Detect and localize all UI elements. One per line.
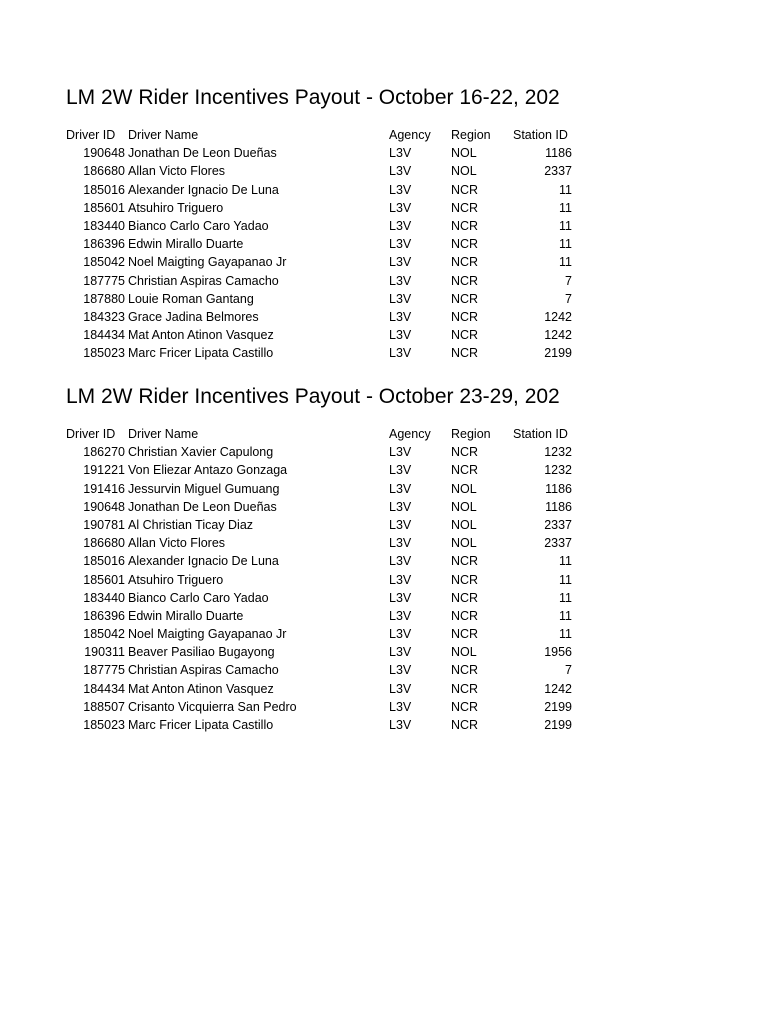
header-agency: Agency	[389, 427, 431, 441]
agency-cell: L3V	[389, 481, 412, 496]
region-cell: NCR	[451, 590, 479, 605]
region-cell: NCR	[451, 273, 479, 288]
header-driver-id: Driver ID	[66, 128, 116, 142]
agency-cell: L3V	[389, 572, 412, 587]
region-cell: NCR	[451, 554, 479, 569]
table-row	[66, 516, 575, 534]
table-row	[66, 680, 575, 698]
driver-id-cell: 190648	[83, 499, 125, 514]
agency-cell: L3V	[389, 627, 412, 642]
table-row	[66, 308, 575, 326]
station-id-cell: 2337	[544, 536, 572, 551]
station-id-cell: 11	[559, 182, 572, 197]
driver-id-cell: 187775	[83, 273, 125, 288]
driver-name-cell: Beaver Pasiliao Bugayong	[128, 645, 275, 660]
agency-cell: L3V	[389, 200, 412, 215]
driver-name-cell: Noel Maigting Gayapanao Jr	[128, 627, 287, 642]
driver-id-cell: 184323	[83, 309, 125, 324]
driver-name-cell: Bianco Carlo Caro Yadao	[128, 218, 269, 233]
station-id-cell: 2199	[544, 346, 572, 361]
station-id-cell: 1186	[545, 481, 572, 496]
station-id-cell: 11	[559, 572, 572, 587]
table-header-row	[66, 126, 575, 144]
payout-section	[66, 383, 575, 734]
agency-cell: L3V	[389, 237, 412, 252]
region-cell: NOL	[451, 517, 477, 532]
station-id-cell: 2337	[544, 164, 572, 179]
driver-id-cell: 184434	[83, 681, 125, 696]
driver-name-cell: Christian Xavier Capulong	[128, 445, 274, 460]
agency-cell: L3V	[389, 645, 412, 660]
section-title: LM 2W Rider Incentives Payout - October 16-22, 202	[66, 86, 560, 109]
agency-cell: L3V	[389, 146, 412, 161]
station-id-cell: 7	[565, 291, 572, 306]
driver-id-cell: 186680	[83, 164, 125, 179]
region-cell: NCR	[451, 309, 479, 324]
table-row	[66, 480, 575, 498]
driver-id-cell: 187880	[83, 291, 125, 306]
station-id-cell: 1242	[544, 681, 572, 696]
region-cell: NCR	[451, 346, 479, 361]
table-row	[66, 534, 575, 552]
station-id-cell: 1232	[544, 463, 572, 478]
table-row	[66, 716, 575, 734]
header-driver-id: Driver ID	[66, 427, 116, 441]
station-id-cell: 7	[565, 273, 572, 288]
header-station-id: Station ID	[513, 427, 568, 441]
station-id-cell: 1186	[545, 499, 572, 514]
region-cell: NCR	[451, 328, 479, 343]
table-row	[66, 607, 575, 625]
driver-name-cell: Christian Aspiras Camacho	[128, 663, 279, 678]
agency-cell: L3V	[389, 291, 412, 306]
station-id-cell: 11	[559, 627, 572, 642]
agency-cell: L3V	[389, 663, 412, 678]
table-row	[66, 162, 575, 180]
driver-id-cell: 190781	[83, 517, 125, 532]
driver-id-cell: 188507	[83, 699, 125, 714]
agency-cell: L3V	[389, 499, 412, 514]
header-driver-name: Driver Name	[128, 128, 199, 142]
table-row	[66, 217, 575, 235]
table-row	[66, 326, 575, 344]
region-cell: NOL	[451, 481, 477, 496]
table-row	[66, 552, 575, 570]
agency-cell: L3V	[389, 517, 412, 532]
table-row	[66, 461, 575, 479]
table-row	[66, 272, 575, 290]
region-cell: NCR	[451, 627, 479, 642]
agency-cell: L3V	[389, 718, 412, 732]
driver-id-cell: 191416	[83, 481, 125, 496]
driver-id-cell: 186680	[83, 536, 125, 551]
agency-cell: L3V	[389, 346, 412, 361]
station-id-cell: 11	[559, 218, 572, 233]
header-region: Region	[451, 128, 491, 142]
driver-name-cell: Mat Anton Atinon Vasquez	[128, 328, 274, 343]
table-row	[66, 253, 575, 271]
agency-cell: L3V	[389, 536, 412, 551]
driver-name-cell: Edwin Mirallo Duarte	[128, 608, 244, 623]
driver-id-cell: 187775	[83, 663, 125, 678]
driver-name-cell: Noel Maigting Gayapanao Jr	[128, 255, 287, 270]
driver-id-cell: 183440	[83, 590, 125, 605]
region-cell: NCR	[451, 718, 479, 732]
region-cell: NCR	[451, 681, 479, 696]
table-row	[66, 498, 575, 516]
driver-name-cell: Crisanto Vicquierra San Pedro	[128, 699, 297, 714]
region-cell: NOL	[451, 164, 477, 179]
region-cell: NOL	[451, 536, 477, 551]
region-cell: NCR	[451, 237, 479, 252]
driver-id-cell: 185601	[83, 200, 125, 215]
payout-section	[66, 84, 575, 362]
driver-id-cell: 185016	[83, 182, 125, 197]
driver-id-cell: 185023	[83, 346, 125, 361]
header-driver-name: Driver Name	[128, 427, 199, 441]
table-row	[66, 698, 575, 716]
station-id-cell: 1242	[544, 328, 572, 343]
driver-name-cell: Al Christian Ticay Diaz	[128, 517, 254, 532]
agency-cell: L3V	[389, 164, 412, 179]
station-id-cell: 11	[559, 590, 572, 605]
driver-id-cell: 184434	[83, 328, 125, 343]
table-row	[66, 643, 575, 661]
driver-name-cell: Jonathan De Leon Dueñas	[128, 146, 277, 161]
station-id-cell: 11	[559, 200, 572, 215]
station-id-cell: 1956	[544, 645, 572, 660]
driver-name-cell: Jessurvin Miguel Gumuang	[128, 481, 280, 496]
header-agency: Agency	[389, 128, 431, 142]
region-cell: NCR	[451, 699, 479, 714]
driver-name-cell: Atsuhiro Triguero	[128, 572, 224, 587]
driver-name-cell: Grace Jadina Belmores	[128, 309, 259, 324]
driver-id-cell: 185042	[83, 627, 125, 642]
agency-cell: L3V	[389, 255, 412, 270]
region-cell: NCR	[451, 608, 479, 623]
driver-id-cell: 185042	[83, 255, 125, 270]
agency-cell: L3V	[389, 445, 412, 460]
agency-cell: L3V	[389, 218, 412, 233]
driver-name-cell: Alexander Ignacio De Luna	[128, 554, 279, 569]
driver-name-cell: Bianco Carlo Caro Yadao	[128, 590, 269, 605]
agency-cell: L3V	[389, 328, 412, 343]
table-row	[66, 144, 575, 162]
driver-id-cell: 190311	[84, 645, 125, 660]
agency-cell: L3V	[389, 182, 412, 197]
station-id-cell: 2199	[544, 718, 572, 732]
region-cell: NCR	[451, 255, 479, 270]
region-cell: NOL	[451, 146, 477, 161]
agency-cell: L3V	[389, 699, 412, 714]
station-id-cell: 2199	[544, 699, 572, 714]
table-header-row	[66, 425, 575, 443]
driver-name-cell: Von Eliezar Antazo Gonzaga	[128, 463, 288, 478]
station-id-cell: 11	[559, 608, 572, 623]
agency-cell: L3V	[389, 590, 412, 605]
driver-name-cell: Christian Aspiras Camacho	[128, 273, 279, 288]
driver-id-cell: 185023	[83, 718, 125, 732]
station-id-cell: 1186	[545, 146, 572, 161]
region-cell: NCR	[451, 572, 479, 587]
region-cell: NOL	[451, 645, 477, 660]
agency-cell: L3V	[389, 681, 412, 696]
table-body	[66, 443, 575, 734]
agency-cell: L3V	[389, 273, 412, 288]
driver-name-cell: Allan Victo Flores	[128, 164, 226, 179]
agency-cell: L3V	[389, 309, 412, 324]
table-row	[66, 589, 575, 607]
region-cell: NCR	[451, 291, 479, 306]
driver-id-cell: 186396	[83, 608, 125, 623]
driver-name-cell: Louie Roman Gantang	[128, 291, 254, 306]
driver-id-cell: 186396	[83, 237, 125, 252]
driver-name-cell: Edwin Mirallo Duarte	[128, 237, 244, 252]
table-row	[66, 344, 575, 362]
driver-name-cell: Marc Fricer Lipata Castillo	[128, 718, 274, 732]
driver-id-cell: 183440	[83, 218, 125, 233]
station-id-cell: 11	[559, 554, 572, 569]
station-id-cell: 1232	[544, 445, 572, 460]
table-row	[66, 571, 575, 589]
header-region: Region	[451, 427, 491, 441]
region-cell: NCR	[451, 463, 479, 478]
driver-id-cell: 190648	[83, 146, 125, 161]
station-id-cell: 2337	[544, 517, 572, 532]
agency-cell: L3V	[389, 463, 412, 478]
driver-name-cell: Mat Anton Atinon Vasquez	[128, 681, 274, 696]
table-body	[66, 144, 575, 362]
header-station-id: Station ID	[513, 128, 568, 142]
region-cell: NCR	[451, 663, 479, 678]
table-row	[66, 625, 575, 643]
driver-name-cell: Allan Victo Flores	[128, 536, 226, 551]
table-row	[66, 235, 575, 253]
station-id-cell: 11	[559, 255, 572, 270]
agency-cell: L3V	[389, 554, 412, 569]
table-row	[66, 661, 575, 679]
driver-id-cell: 185016	[83, 554, 125, 569]
table-row	[66, 443, 575, 461]
region-cell: NCR	[451, 200, 479, 215]
station-id-cell: 11	[559, 237, 572, 252]
driver-name-cell: Marc Fricer Lipata Castillo	[128, 346, 274, 361]
region-cell: NCR	[451, 182, 479, 197]
driver-id-cell: 191221	[83, 463, 125, 478]
region-cell: NCR	[451, 218, 479, 233]
driver-name-cell: Alexander Ignacio De Luna	[128, 182, 279, 197]
table-row	[66, 181, 575, 199]
driver-id-cell: 185601	[83, 572, 125, 587]
region-cell: NOL	[451, 499, 477, 514]
section-title: LM 2W Rider Incentives Payout - October 23-29, 202	[66, 385, 560, 408]
driver-id-cell: 186270	[83, 445, 125, 460]
station-id-cell: 1242	[544, 309, 572, 324]
table-row	[66, 290, 575, 308]
region-cell: NCR	[451, 445, 479, 460]
table-row	[66, 199, 575, 217]
station-id-cell: 7	[565, 663, 572, 678]
agency-cell: L3V	[389, 608, 412, 623]
driver-name-cell: Atsuhiro Triguero	[128, 200, 224, 215]
driver-name-cell: Jonathan De Leon Dueñas	[128, 499, 277, 514]
